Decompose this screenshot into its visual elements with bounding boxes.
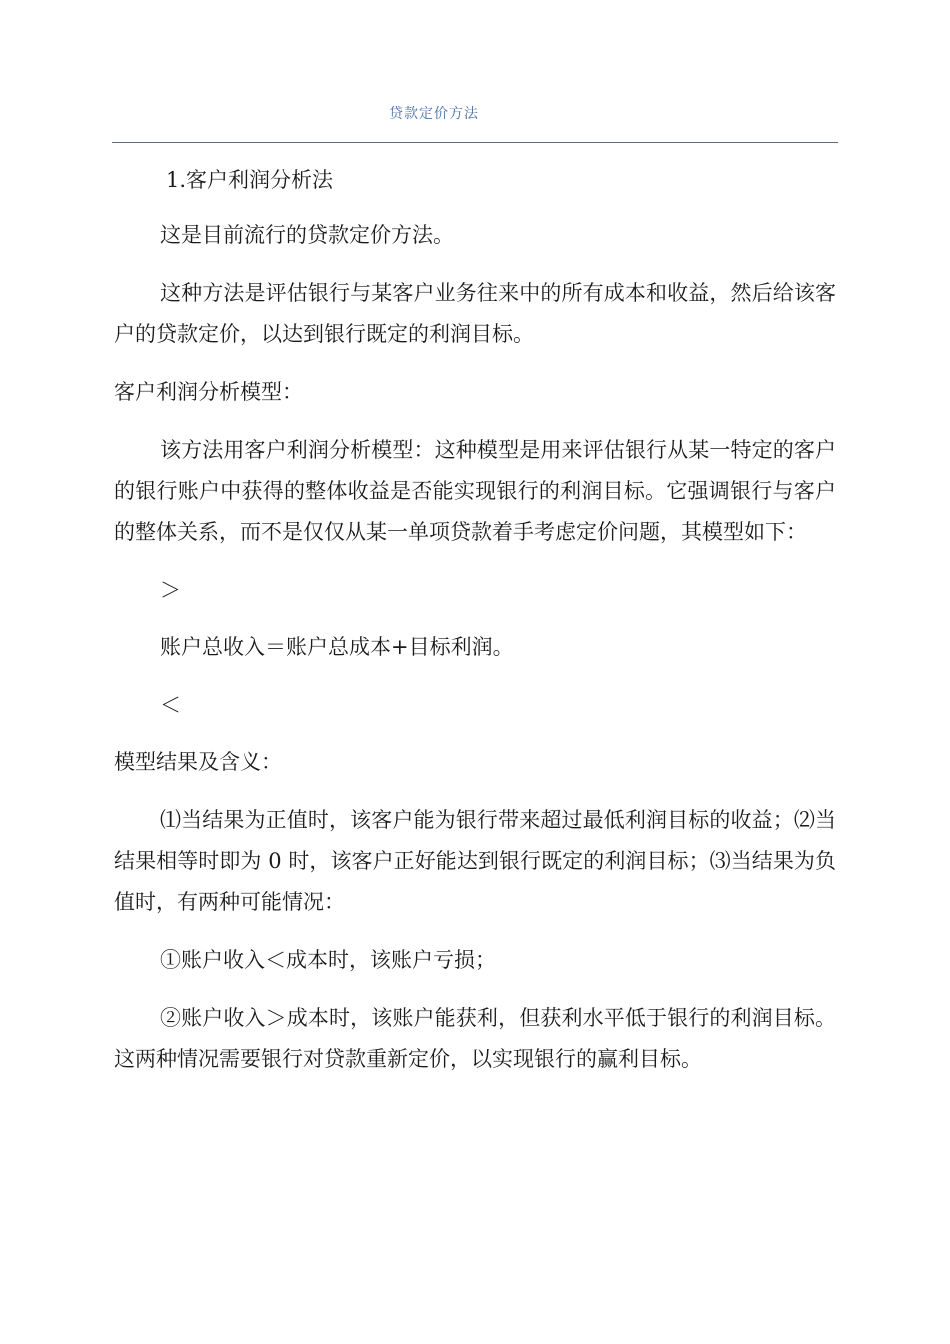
symbol-close: ＜ [160,693,181,717]
paragraph-case-low-profit: ②账户收入＞成本时，该账户能获利，但获利水平低于银行的利润目标。这两种情况需要银行对贷款重新定价，以实现银行的赢利目标。 [114,1006,836,1071]
paragraph-results-label: 模型结果及含义： [114,750,282,774]
paragraph-method: 这种方法是评估银行与某客户业务往来中的所有成本和收益，然后给该客户的贷款定价，以达到银行既定的利润目标。 [114,281,836,346]
paragraph-model-label: 客户利润分析模型： [114,380,303,404]
section-heading: 1.客户利润分析法 [166,168,334,192]
header-divider [112,142,838,143]
page-header-title: 贷款定价方法 [389,106,479,122]
formula: 账户总收入＝账户总成本+目标利润。 [160,635,514,659]
document-body [114,160,836,1097]
paragraph-intro: 这是目前流行的贷款定价方法。 [160,223,454,247]
paragraph-model-description: 该方法用客户利润分析模型：这种模型是用来评估银行从某一特定的客户的银行账户中获得的整体收益是否能实现银行的利润目标。它强调银行与客户的整体关系，而不是仅仅从某一单项贷款着手考虑定价问题，其模型如下： [114,438,836,544]
paragraph-results: ⑴当结果为正值时，该客户能为银行带来超过最低利润目标的收益；⑵当结果相等时即为 0 时，该客户正好能达到银行既定的利润目标；⑶当结果为负值时，有两种可能情况： [114,808,836,914]
paragraph-case-loss: ①账户收入＜成本时，该账户亏损； [160,948,496,972]
symbol-open: ＞ [160,578,181,602]
